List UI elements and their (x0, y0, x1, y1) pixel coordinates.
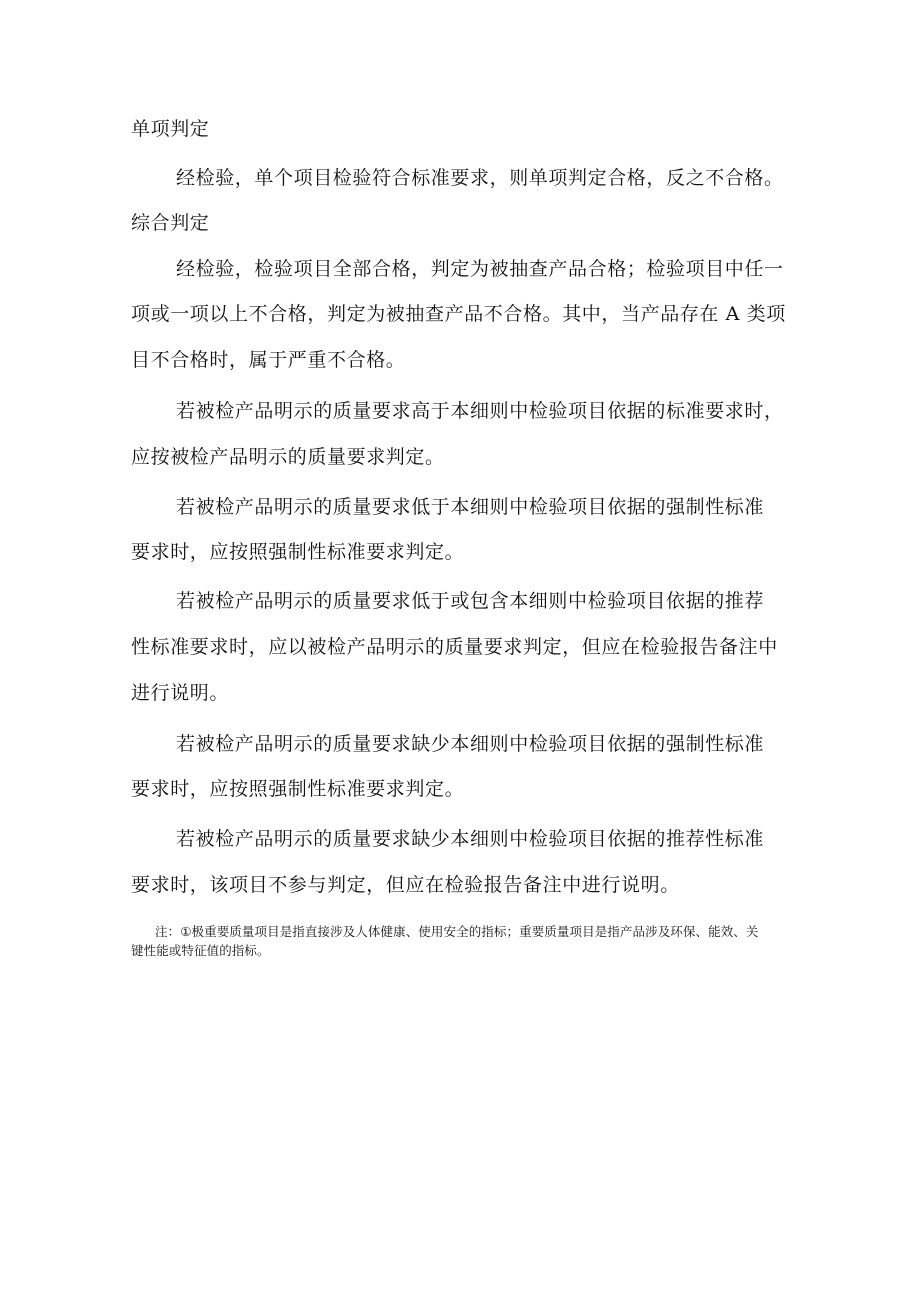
paragraph-line: 进行说明。 (131, 682, 230, 704)
paragraph-line: 性标准要求时，应以被检产品明示的质量要求判定，但应在检验报告备注中 (131, 636, 778, 658)
paragraph-line: 若被检产品明示的质量要求缺少本细则中检验项目依据的强制性标准 (176, 733, 765, 755)
paragraph-line: 应按被检产品明示的质量要求判定。 (131, 446, 445, 468)
paragraph-line: 若被检产品明示的质量要求低于本细则中检验项目依据的强制性标准 (176, 496, 765, 518)
footnote-line: 注：①极重要质量项目是指直接涉及人体健康、使用安全的指标；重要质量项目是指产品涉及环保、能效、关 (155, 924, 759, 939)
heading-overall-judgement: 综合判定 (131, 212, 210, 234)
paragraph-line: 要求时，应按照强制性标准要求判定。 (131, 778, 465, 800)
paragraph-line: 若被检产品明示的质量要求高于本细则中检验项目依据的标准要求时， (176, 400, 784, 422)
paragraph-line: 目不合格时，属于严重不合格。 (131, 349, 406, 371)
paragraph-line: 经检验，检验项目全部合格，判定为被抽查产品合格；检验项目中任一 (176, 258, 784, 280)
footnote-line: 键性能或特征值的指标。 (131, 943, 270, 958)
heading-single-judgement: 单项判定 (131, 118, 210, 140)
paragraph-line: 项或一项以上不合格，判定为被抽查产品不合格。其中，当产品存在 A 类项 (131, 303, 786, 325)
paragraph-line: 要求时，应按照强制性标准要求判定。 (131, 541, 465, 563)
paragraph-line: 经检验，单个项目检验符合标准要求，则单项判定合格，反之不合格。 (176, 167, 784, 189)
paragraph-line: 若被检产品明示的质量要求缺少本细则中检验项目依据的推荐性标准 (176, 828, 765, 850)
paragraph-line: 要求时，该项目不参与判定，但应在检验报告备注中进行说明。 (131, 874, 680, 896)
paragraph-line: 若被检产品明示的质量要求低于或包含本细则中检验项目依据的推荐 (176, 590, 765, 612)
